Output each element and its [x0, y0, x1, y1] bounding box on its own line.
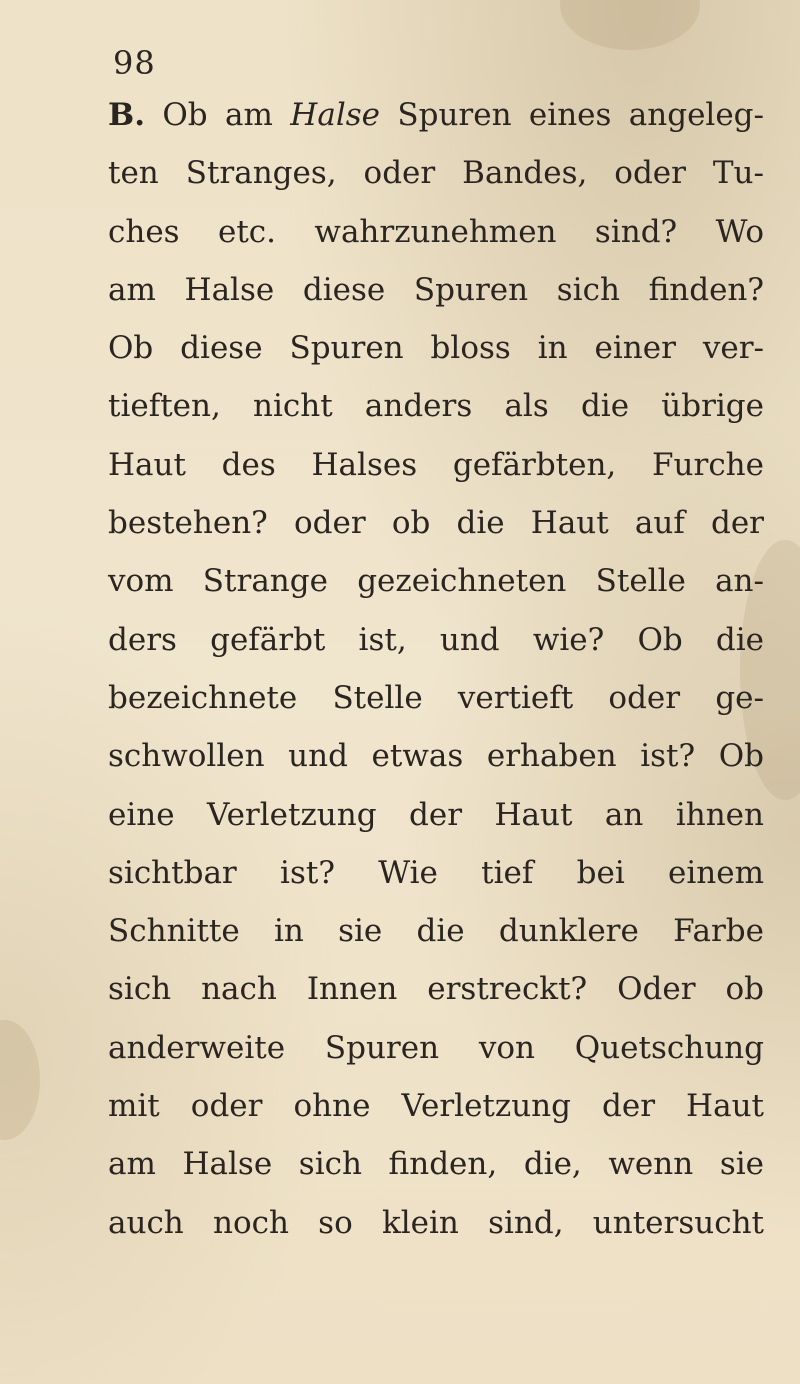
- paper-stain: [560, 0, 700, 50]
- text-segment: Spuren eines angeleg-: [397, 97, 765, 133]
- text-line: vom Strange gezeichneten Stelle an-: [108, 563, 764, 600]
- text-line: sichtbar ist? Wie tief bei einem: [108, 854, 764, 891]
- text-line: eine Verletzung der Haut an ihnen: [108, 796, 764, 833]
- text-line: auch noch so klein sind, untersucht: [108, 1204, 764, 1241]
- text-line: Ob diese Spuren bloss in einer ver-: [108, 330, 764, 367]
- text-line: ten Stranges, oder Bandes, oder Tu-: [108, 155, 764, 192]
- paper-stain: [0, 1020, 40, 1140]
- text-line: schwollen und etwas erhaben ist? Ob: [108, 738, 764, 775]
- text-line: am Halse sich finden, die, wenn sie: [108, 1146, 764, 1183]
- text-line: bezeichnete Stelle vertieft oder ge-: [108, 679, 764, 716]
- page-number: 98: [113, 44, 156, 82]
- text-line: bestehen? oder ob die Haut auf der: [108, 505, 764, 542]
- text-line: am Halse diese Spuren sich finden?: [108, 271, 764, 308]
- text-segment: Ob am: [162, 97, 273, 133]
- text-line: Haut des Halses gefärbten, Furche: [108, 446, 764, 483]
- text-line: tieften, nicht anders als die übrige: [108, 388, 764, 425]
- text-line: mit oder ohne Verletzung der Haut: [108, 1088, 764, 1125]
- text-line: anderweite Spuren von Quetschung: [108, 1029, 764, 1066]
- text-line: ders gefärbt ist, und wie? Ob die: [108, 621, 764, 658]
- text-line: ches etc. wahrzunehmen sind? Wo: [108, 213, 764, 250]
- emphasized-word: Halse: [290, 97, 380, 133]
- text-line: Schnitte in sie die dunklere Farbe: [108, 913, 764, 950]
- text-line: sich nach Innen erstreckt? Oder ob: [108, 971, 764, 1008]
- section-marker: B.: [108, 97, 145, 133]
- body-paragraph: [108, 86, 764, 1252]
- text-line: [108, 86, 764, 144]
